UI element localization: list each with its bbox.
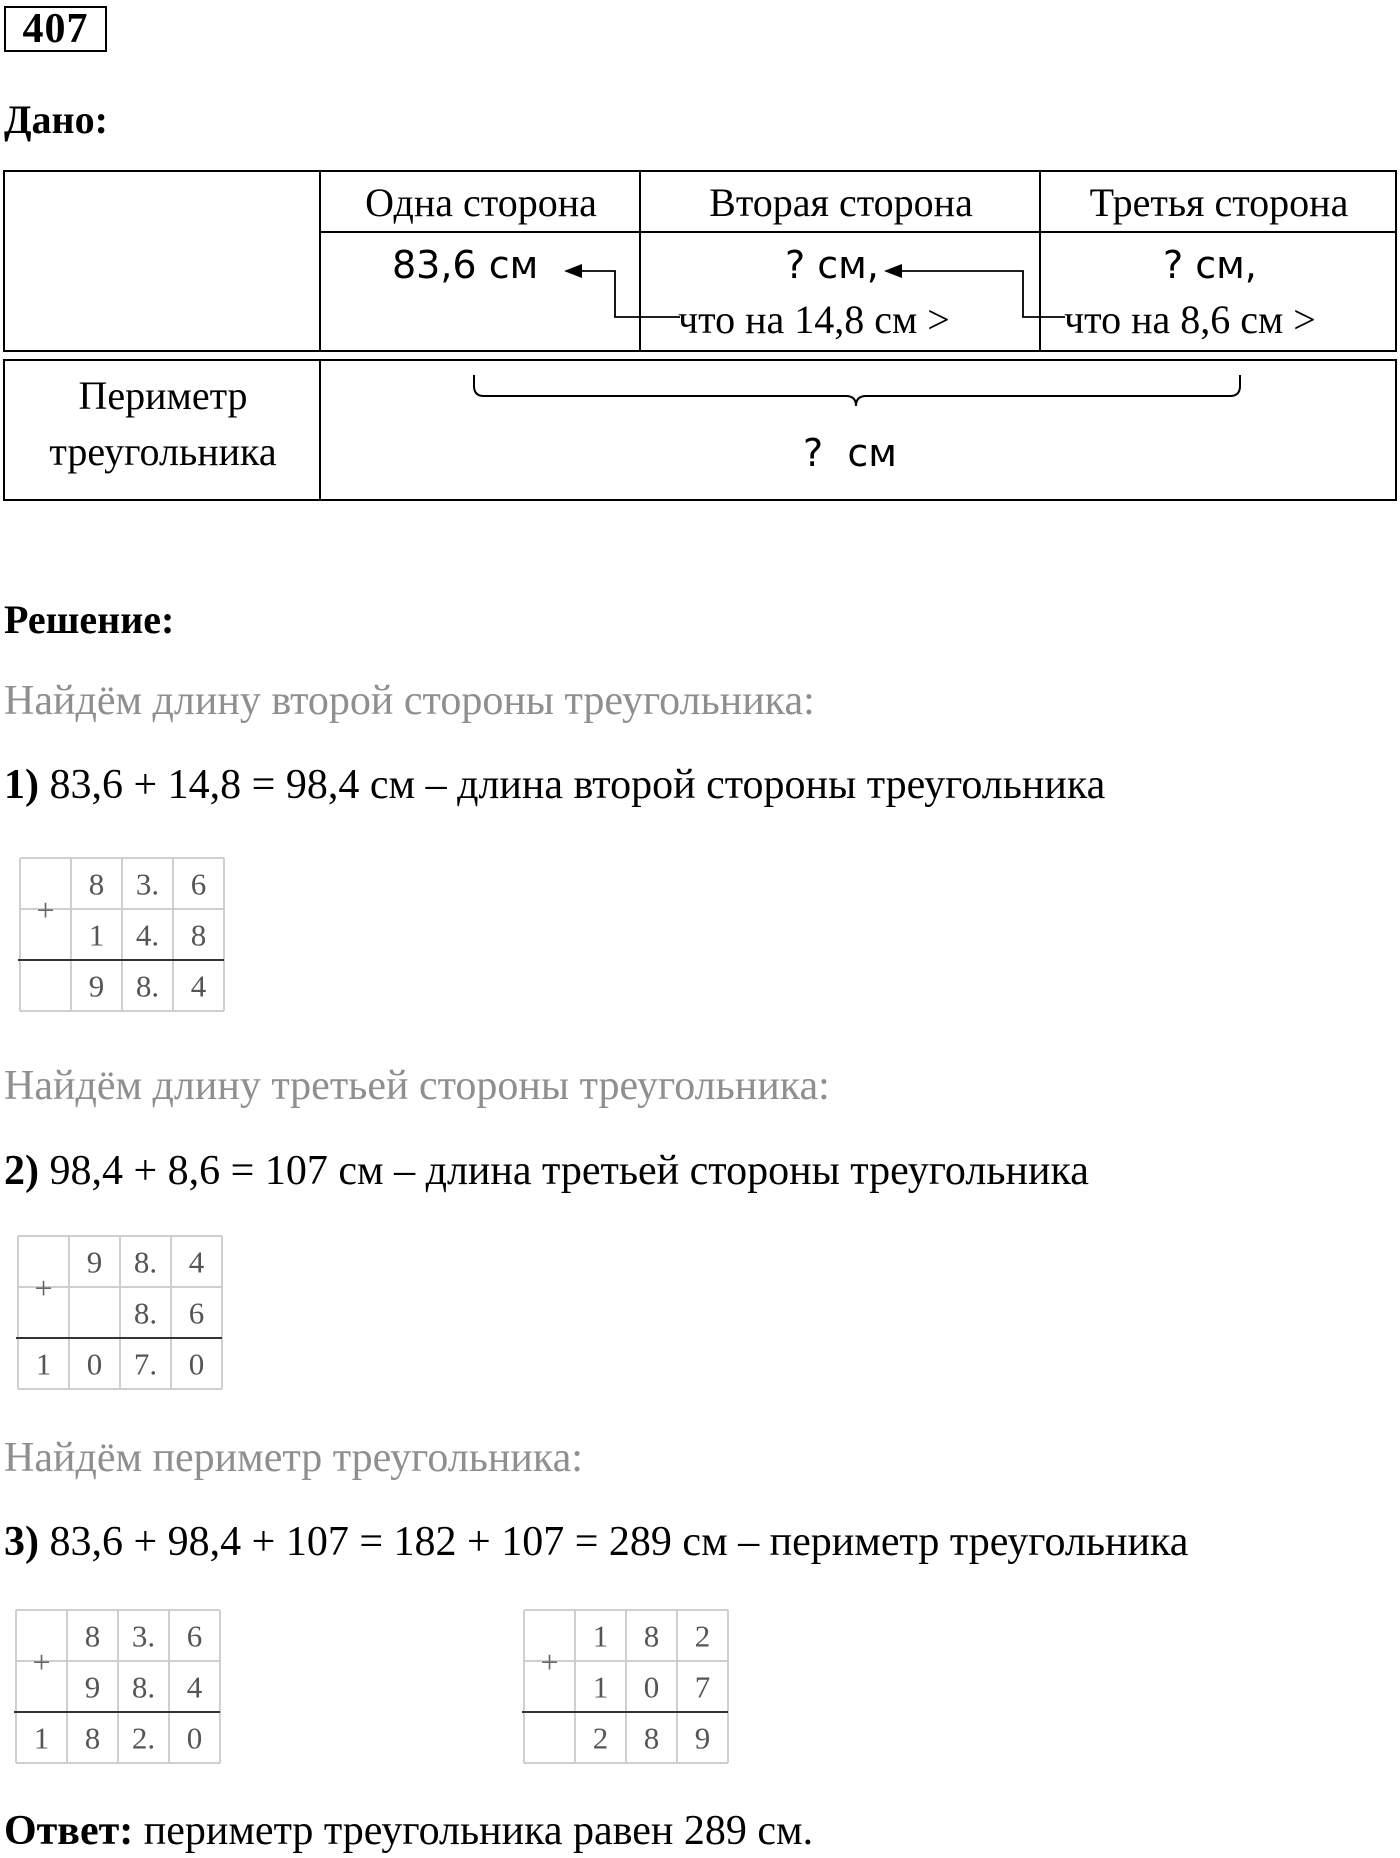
column-digit: 1: [35, 1346, 52, 1382]
answer-label: Ответ:: [4, 1808, 134, 1854]
plus-sign: +: [540, 1644, 559, 1680]
column-addition-1: [18, 856, 226, 1018]
column-addition-3b: [522, 1608, 730, 1770]
answer-text: периметр треугольника равен 289 см.: [133, 1808, 814, 1854]
column-digit: 8: [84, 1720, 101, 1756]
column-digit: 4: [188, 1244, 205, 1280]
column-digit: 9: [84, 1669, 101, 1705]
column-digit: 9: [86, 1244, 103, 1280]
column-digit: 1: [592, 1618, 609, 1654]
brace-mark: [474, 375, 1240, 406]
perimeter-label-line2: треугольника: [49, 429, 277, 474]
step1-equation-text: 83,6 + 14,8 = 98,4 см – длина второй стороны треугольника: [39, 762, 1106, 808]
step2-equation: [4, 1146, 1089, 1196]
step2-intro: Найдём длину третьей стороны треугольника:: [4, 1063, 830, 1109]
column-digit: 7.: [133, 1346, 158, 1382]
problem-number: 407: [4, 6, 107, 52]
arrow-head: [884, 264, 902, 278]
side2-value: ? см,: [785, 243, 879, 287]
given-heading: Дано:: [4, 97, 108, 142]
column-digit: 6: [188, 1295, 205, 1331]
column-digit: 6: [190, 866, 207, 902]
column-digit: 8: [190, 917, 207, 953]
column-digit: 0: [186, 1720, 203, 1756]
col-header-side2: Вторая сторона: [709, 180, 973, 225]
column-digit: 3.: [131, 1618, 156, 1654]
column-digit: 1: [33, 1720, 50, 1756]
column-digit: 8: [643, 1720, 660, 1756]
column-digit: 1: [592, 1669, 609, 1705]
side3-value: ? см,: [1163, 243, 1257, 287]
column-grid: [16, 1234, 224, 1391]
plus-sign: +: [34, 1270, 53, 1306]
col-header-side3: Третья сторона: [1089, 180, 1349, 225]
side2-note: что на 14,8 см >: [678, 297, 950, 342]
column-digit: 0: [188, 1346, 205, 1382]
step1-number: 1): [4, 762, 39, 808]
column-digit: 1: [88, 917, 105, 953]
column-grid: [18, 856, 226, 1013]
step1-equation: [4, 760, 1105, 810]
solution-heading: Решение:: [4, 597, 175, 642]
step2-equation-text: 98,4 + 8,6 = 107 см – длина третьей стороны треугольника: [39, 1148, 1089, 1194]
step3-intro: Найдём периметр треугольника:: [4, 1435, 583, 1481]
col-header-side1: Одна сторона: [365, 180, 597, 225]
column-digit: 2: [694, 1618, 711, 1654]
column-digit: 8: [88, 866, 105, 902]
column-addition-3a: [14, 1608, 222, 1770]
step2-number: 2): [4, 1148, 39, 1194]
column-digit: 8.: [133, 1244, 158, 1280]
arrow-head: [564, 264, 582, 278]
column-digit: 8: [84, 1618, 101, 1654]
column-addition-2: [16, 1234, 224, 1396]
column-digit: 4: [186, 1669, 203, 1705]
perimeter-value: ? см: [803, 431, 897, 475]
perimeter-label-line1: Периметр: [78, 373, 248, 418]
column-grid: [522, 1608, 730, 1765]
column-grid: [14, 1608, 222, 1765]
column-digit: 3.: [135, 866, 160, 902]
column-digit: 8.: [131, 1669, 156, 1705]
plus-sign: +: [36, 892, 55, 928]
side1-value: 83,6 см: [392, 243, 539, 287]
step3-number: 3): [4, 1519, 39, 1565]
column-digit: 9: [88, 968, 105, 1004]
plus-sign: +: [32, 1644, 51, 1680]
arrow-line: [580, 271, 680, 317]
column-digit: 2.: [131, 1720, 156, 1756]
column-digit: 2: [592, 1720, 609, 1756]
column-digit: 4: [190, 968, 207, 1004]
column-digit: 0: [86, 1346, 103, 1382]
side3-note: что на 8,6 см >: [1064, 297, 1316, 342]
step1-intro: Найдём длину второй стороны треугольника:: [4, 678, 815, 724]
column-digit: 9: [694, 1720, 711, 1756]
column-digit: 8.: [133, 1295, 158, 1331]
column-digit: 8: [643, 1618, 660, 1654]
column-digit: 4.: [135, 917, 160, 953]
step3-equation: [4, 1517, 1188, 1567]
column-digit: 7: [694, 1669, 711, 1705]
column-digit: 0: [643, 1669, 660, 1705]
step3-equation-text: 83,6 + 98,4 + 107 = 182 + 107 = 289 см – периметр треугольника: [39, 1519, 1189, 1565]
column-digit: 6: [186, 1618, 203, 1654]
answer-line: [4, 1806, 813, 1856]
column-digit: 8.: [135, 968, 160, 1004]
